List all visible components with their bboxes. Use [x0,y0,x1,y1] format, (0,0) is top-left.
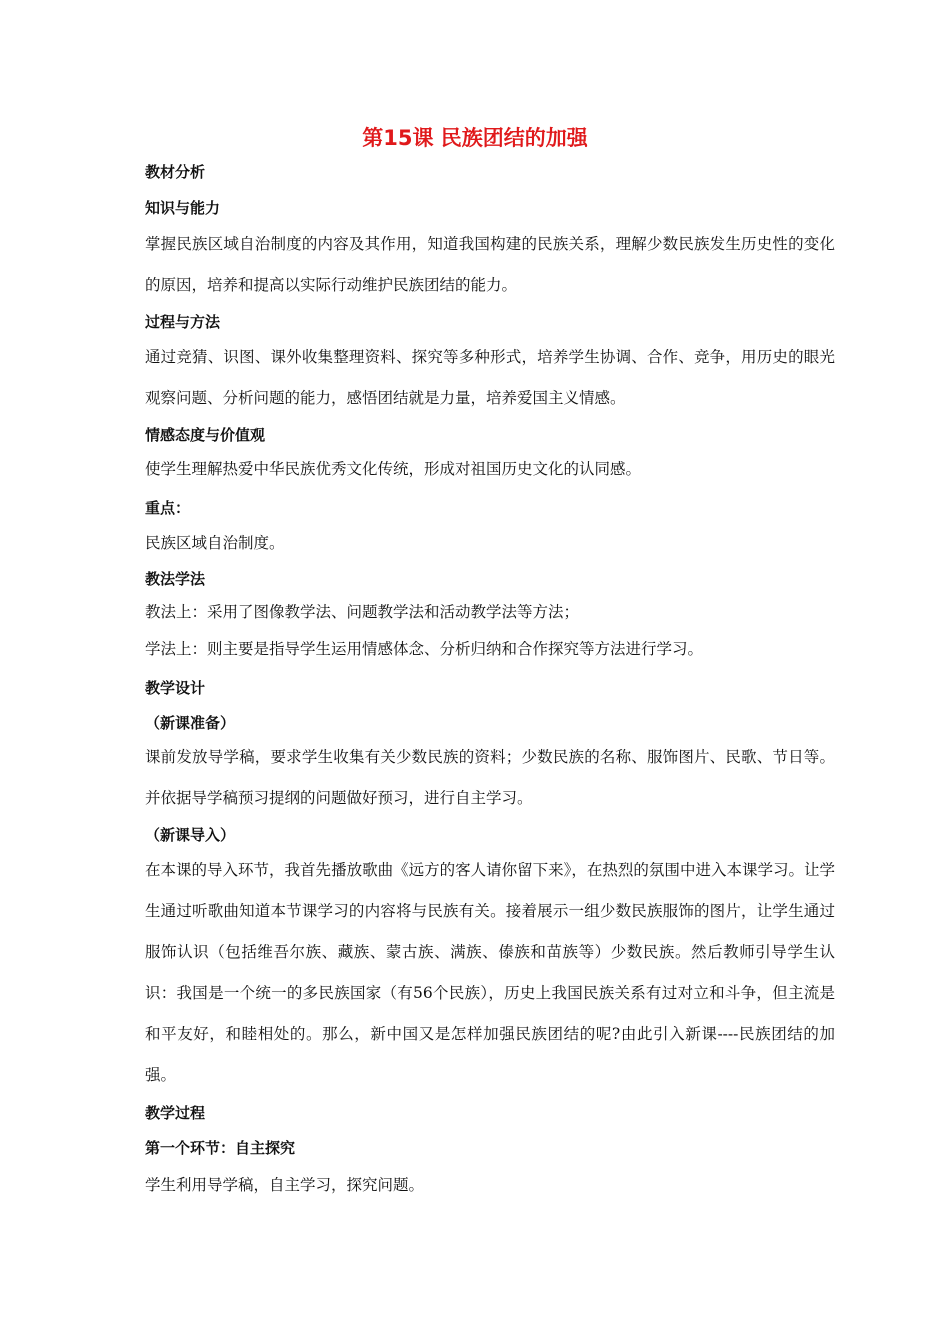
heading-material-analysis: 教材分析 [145,163,206,181]
heading-new-lesson-intro: （新课导入） [145,826,236,844]
paragraph-intro: 在本课的导入环节，我首先播放歌曲《远方的客人请你留下来》，在热烈的氛围中进入本课学习。让学生通过听歌曲知道本节课学习的内容将与民族有关。接着展示一组少数民族服饰的图片，让学生通过服饰认识（包括维吾尔族、藏族、蒙古族、满族、傣族和苗族等）少数民族。然后教师引导学生认识：我国是一个统一的多民族国家（有56个民族），历史上我国民族关系有过对立和斗争，但主流是和平友好，和睦相处的。那么，新中国又是怎样加强民族团结的呢?由此引入新课----民族团结的加强。 [145,861,835,1084]
heading-process-method: 过程与方法 [145,313,221,331]
heading-emotion-values: 情感态度与价值观 [145,426,266,444]
paragraph-teach-method: 教法上：采用了图像教学法、问题教学法和活动教学法等方法； [145,603,580,621]
paragraph-prep: 课前发放导学稿，要求学生收集有关少数民族的资料；少数民族的名称、服饰图片、民歌、节日等。并依据导学稿预习提纲的问题做好预习，进行自主学习。 [145,748,835,807]
document-title: 第15课 民族团结的加强 [362,126,588,150]
heading-teaching-methods: 教法学法 [145,570,206,588]
paragraph-step-one: 学生利用导学稿，自主学习，探究问题。 [145,1176,425,1194]
paragraph-emotion: 使学生理解热爱中华民族优秀文化传统，形成对祖国历史文化的认同感。 [145,460,642,478]
heading-new-lesson-prep: （新课准备） [145,714,236,732]
paragraph-process: 通过竞猜、识图、课外收集整理资料、探究等多种形式，培养学生协调、合作、竞争，用历史的眼光观察问题、分析问题的能力，感悟团结就是力量，培养爱国主义情感。 [145,348,835,407]
paragraph-key: 民族区域自治制度。 [145,534,285,552]
heading-step-one: 第一个环节：自主探究 [145,1139,296,1157]
heading-key-point: 重点： [145,499,191,517]
paragraph-knowledge: 掌握民族区域自治制度的内容及其作用，知道我国构建的民族关系，理解少数民族发生历史性的变化的原因，培养和提高以实际行动维护民族团结的能力。 [145,235,835,294]
paragraph-learn-method: 学法上：则主要是指导学生运用情感体念、分析归纳和合作探究等方法进行学习。 [145,640,704,658]
heading-teaching-design: 教学设计 [145,679,206,697]
heading-knowledge-ability: 知识与能力 [145,199,221,217]
heading-teaching-process: 教学过程 [145,1104,206,1122]
